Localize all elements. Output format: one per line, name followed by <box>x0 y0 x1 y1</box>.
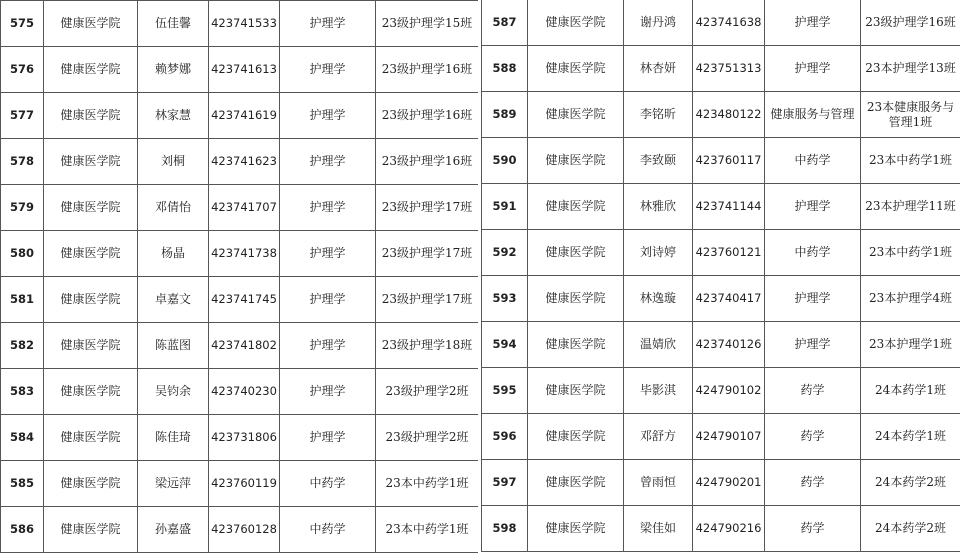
major-cell: 护理学 <box>765 322 861 368</box>
student-name-cell: 伍佳馨 <box>138 1 209 47</box>
major-cell: 护理学 <box>280 47 376 93</box>
row-number: 591 <box>482 184 528 230</box>
row-number: 588 <box>482 46 528 92</box>
student-name-cell: 林杏妍 <box>624 46 693 92</box>
major-cell: 中药学 <box>765 230 861 276</box>
college-cell: 健康医学院 <box>528 322 624 368</box>
college-cell: 健康医学院 <box>44 47 138 93</box>
student-name-cell: 李铭昕 <box>624 92 693 138</box>
row-number: 593 <box>482 276 528 322</box>
class-cell: 23本中药学1班 <box>376 507 479 553</box>
major-cell: 药学 <box>765 460 861 506</box>
college-cell: 健康医学院 <box>528 368 624 414</box>
student-id-cell: 424790102 <box>693 368 765 414</box>
student-id-cell: 423760119 <box>209 461 280 507</box>
class-cell: 23级护理学16班 <box>376 47 479 93</box>
class-cell: 24本药学2班 <box>861 506 960 552</box>
class-cell: 24本药学1班 <box>861 414 960 460</box>
table-row <box>482 184 960 230</box>
student-id-cell: 423741613 <box>209 47 280 93</box>
major-cell: 护理学 <box>280 369 376 415</box>
college-cell: 健康医学院 <box>528 414 624 460</box>
student-id-cell: 423741619 <box>209 93 280 139</box>
row-number: 596 <box>482 414 528 460</box>
major-cell: 护理学 <box>280 185 376 231</box>
student-name-cell: 林逸璇 <box>624 276 693 322</box>
class-cell: 23级护理学16班 <box>376 139 479 185</box>
student-name-cell: 曾雨恒 <box>624 460 693 506</box>
table-row <box>1 139 479 185</box>
student-id-cell: 423740417 <box>693 276 765 322</box>
class-cell: 23本护理学4班 <box>861 276 960 322</box>
row-number: 595 <box>482 368 528 414</box>
student-id-cell: 424790216 <box>693 506 765 552</box>
student-id-cell: 423760128 <box>209 507 280 553</box>
student-id-cell: 423760121 <box>693 230 765 276</box>
class-cell: 23级护理学18班 <box>376 323 479 369</box>
row-number: 594 <box>482 322 528 368</box>
major-cell: 健康服务与管理 <box>765 92 861 138</box>
table-row <box>482 506 960 552</box>
student-name-cell: 刘诗婷 <box>624 230 693 276</box>
table-row <box>482 92 960 138</box>
student-name-cell: 刘桐 <box>138 139 209 185</box>
college-cell: 健康医学院 <box>44 415 138 461</box>
class-cell: 23本中药学1班 <box>861 138 960 184</box>
major-cell: 护理学 <box>280 231 376 277</box>
college-cell: 健康医学院 <box>44 93 138 139</box>
table-row <box>482 414 960 460</box>
table-row <box>1 461 479 507</box>
major-cell: 护理学 <box>280 323 376 369</box>
row-number: 583 <box>1 369 44 415</box>
class-cell: 23级护理学15班 <box>376 1 479 47</box>
college-cell: 健康医学院 <box>44 139 138 185</box>
class-cell: 23级护理学17班 <box>376 185 479 231</box>
row-number: 582 <box>1 323 44 369</box>
student-name-cell: 吴钧余 <box>138 369 209 415</box>
table-row <box>1 185 479 231</box>
student-name-cell: 毕影淇 <box>624 368 693 414</box>
student-id-cell: 423741707 <box>209 185 280 231</box>
row-number: 578 <box>1 139 44 185</box>
class-cell: 23级护理学16班 <box>861 0 960 46</box>
row-number: 597 <box>482 460 528 506</box>
college-cell: 健康医学院 <box>528 0 624 46</box>
college-cell: 健康医学院 <box>44 507 138 553</box>
student-name-cell: 赖梦娜 <box>138 47 209 93</box>
table-row <box>1 323 479 369</box>
row-number: 592 <box>482 230 528 276</box>
row-number: 586 <box>1 507 44 553</box>
class-cell: 23本中药学1班 <box>861 230 960 276</box>
student-name-cell: 邓倩怡 <box>138 185 209 231</box>
table-row <box>482 230 960 276</box>
table-row <box>1 369 479 415</box>
student-id-cell: 423480122 <box>693 92 765 138</box>
major-cell: 护理学 <box>765 276 861 322</box>
row-number: 590 <box>482 138 528 184</box>
major-cell: 药学 <box>765 506 861 552</box>
row-number: 589 <box>482 92 528 138</box>
class-cell: 23本护理学1班 <box>861 322 960 368</box>
student-name-cell: 卓嘉文 <box>138 277 209 323</box>
table-row <box>482 46 960 92</box>
major-cell: 护理学 <box>765 184 861 230</box>
student-id-cell: 423731806 <box>209 415 280 461</box>
student-id-cell: 423760117 <box>693 138 765 184</box>
table-row <box>482 138 960 184</box>
student-id-cell: 423751313 <box>693 46 765 92</box>
table-row <box>1 507 479 553</box>
college-cell: 健康医学院 <box>44 369 138 415</box>
table-row <box>482 0 960 46</box>
student-id-cell: 423741144 <box>693 184 765 230</box>
left-student-table <box>0 0 479 553</box>
student-name-cell: 谢丹鸿 <box>624 0 693 46</box>
college-cell: 健康医学院 <box>44 1 138 47</box>
student-id-cell: 424790201 <box>693 460 765 506</box>
student-id-cell: 423741533 <box>209 1 280 47</box>
table-row <box>1 1 479 47</box>
class-cell: 23级护理学2班 <box>376 369 479 415</box>
student-name-cell: 陈佳琦 <box>138 415 209 461</box>
student-name-cell: 林雅欣 <box>624 184 693 230</box>
table-row <box>1 231 479 277</box>
class-cell: 24本药学1班 <box>861 368 960 414</box>
student-id-cell: 423741638 <box>693 0 765 46</box>
class-cell: 23级护理学17班 <box>376 231 479 277</box>
college-cell: 健康医学院 <box>44 231 138 277</box>
student-name-cell: 孙嘉盛 <box>138 507 209 553</box>
class-cell: 23本中药学1班 <box>376 461 479 507</box>
major-cell: 中药学 <box>280 507 376 553</box>
row-number: 581 <box>1 277 44 323</box>
row-number: 579 <box>1 185 44 231</box>
student-name-cell: 陈蓝图 <box>138 323 209 369</box>
college-cell: 健康医学院 <box>44 323 138 369</box>
major-cell: 护理学 <box>280 1 376 47</box>
student-id-cell: 423741745 <box>209 277 280 323</box>
major-cell: 药学 <box>765 368 861 414</box>
college-cell: 健康医学院 <box>528 460 624 506</box>
college-cell: 健康医学院 <box>528 92 624 138</box>
college-cell: 健康医学院 <box>528 276 624 322</box>
major-cell: 护理学 <box>280 415 376 461</box>
row-number: 587 <box>482 0 528 46</box>
row-number: 580 <box>1 231 44 277</box>
table-row <box>482 322 960 368</box>
major-cell: 护理学 <box>765 46 861 92</box>
class-cell: 23级护理学2班 <box>376 415 479 461</box>
college-cell: 健康医学院 <box>44 277 138 323</box>
class-cell: 23本护理学11班 <box>861 184 960 230</box>
major-cell: 中药学 <box>280 461 376 507</box>
row-number: 585 <box>1 461 44 507</box>
class-cell: 23本健康服务与管理1班 <box>861 92 960 138</box>
college-cell: 健康医学院 <box>528 46 624 92</box>
college-cell: 健康医学院 <box>528 138 624 184</box>
student-name-cell: 邓舒方 <box>624 414 693 460</box>
class-cell: 23级护理学16班 <box>376 93 479 139</box>
major-cell: 护理学 <box>765 0 861 46</box>
student-id-cell: 423741738 <box>209 231 280 277</box>
table-row <box>1 277 479 323</box>
major-cell: 护理学 <box>280 277 376 323</box>
college-cell: 健康医学院 <box>528 184 624 230</box>
student-name-cell: 李致颐 <box>624 138 693 184</box>
major-cell: 护理学 <box>280 139 376 185</box>
class-cell: 24本药学2班 <box>861 460 960 506</box>
student-id-cell: 423740230 <box>209 369 280 415</box>
table-row <box>482 368 960 414</box>
row-number: 584 <box>1 415 44 461</box>
student-name-cell: 林家慧 <box>138 93 209 139</box>
student-id-cell: 423741623 <box>209 139 280 185</box>
table-row <box>1 47 479 93</box>
row-number: 598 <box>482 506 528 552</box>
class-cell: 23级护理学17班 <box>376 277 479 323</box>
student-id-cell: 423741802 <box>209 323 280 369</box>
college-cell: 健康医学院 <box>44 461 138 507</box>
student-name-cell: 温婧欣 <box>624 322 693 368</box>
student-name-cell: 梁佳如 <box>624 506 693 552</box>
major-cell: 药学 <box>765 414 861 460</box>
table-row <box>482 460 960 506</box>
college-cell: 健康医学院 <box>528 506 624 552</box>
student-name-cell: 杨晶 <box>138 231 209 277</box>
table-row <box>1 93 479 139</box>
student-id-cell: 424790107 <box>693 414 765 460</box>
right-student-table <box>481 0 960 552</box>
class-cell: 23本护理学13班 <box>861 46 960 92</box>
college-cell: 健康医学院 <box>44 185 138 231</box>
row-number: 575 <box>1 1 44 47</box>
row-number: 576 <box>1 47 44 93</box>
row-number: 577 <box>1 93 44 139</box>
college-cell: 健康医学院 <box>528 230 624 276</box>
table-row <box>482 276 960 322</box>
major-cell: 中药学 <box>765 138 861 184</box>
major-cell: 护理学 <box>280 93 376 139</box>
table-row <box>1 415 479 461</box>
student-name-cell: 梁远萍 <box>138 461 209 507</box>
student-id-cell: 423740126 <box>693 322 765 368</box>
